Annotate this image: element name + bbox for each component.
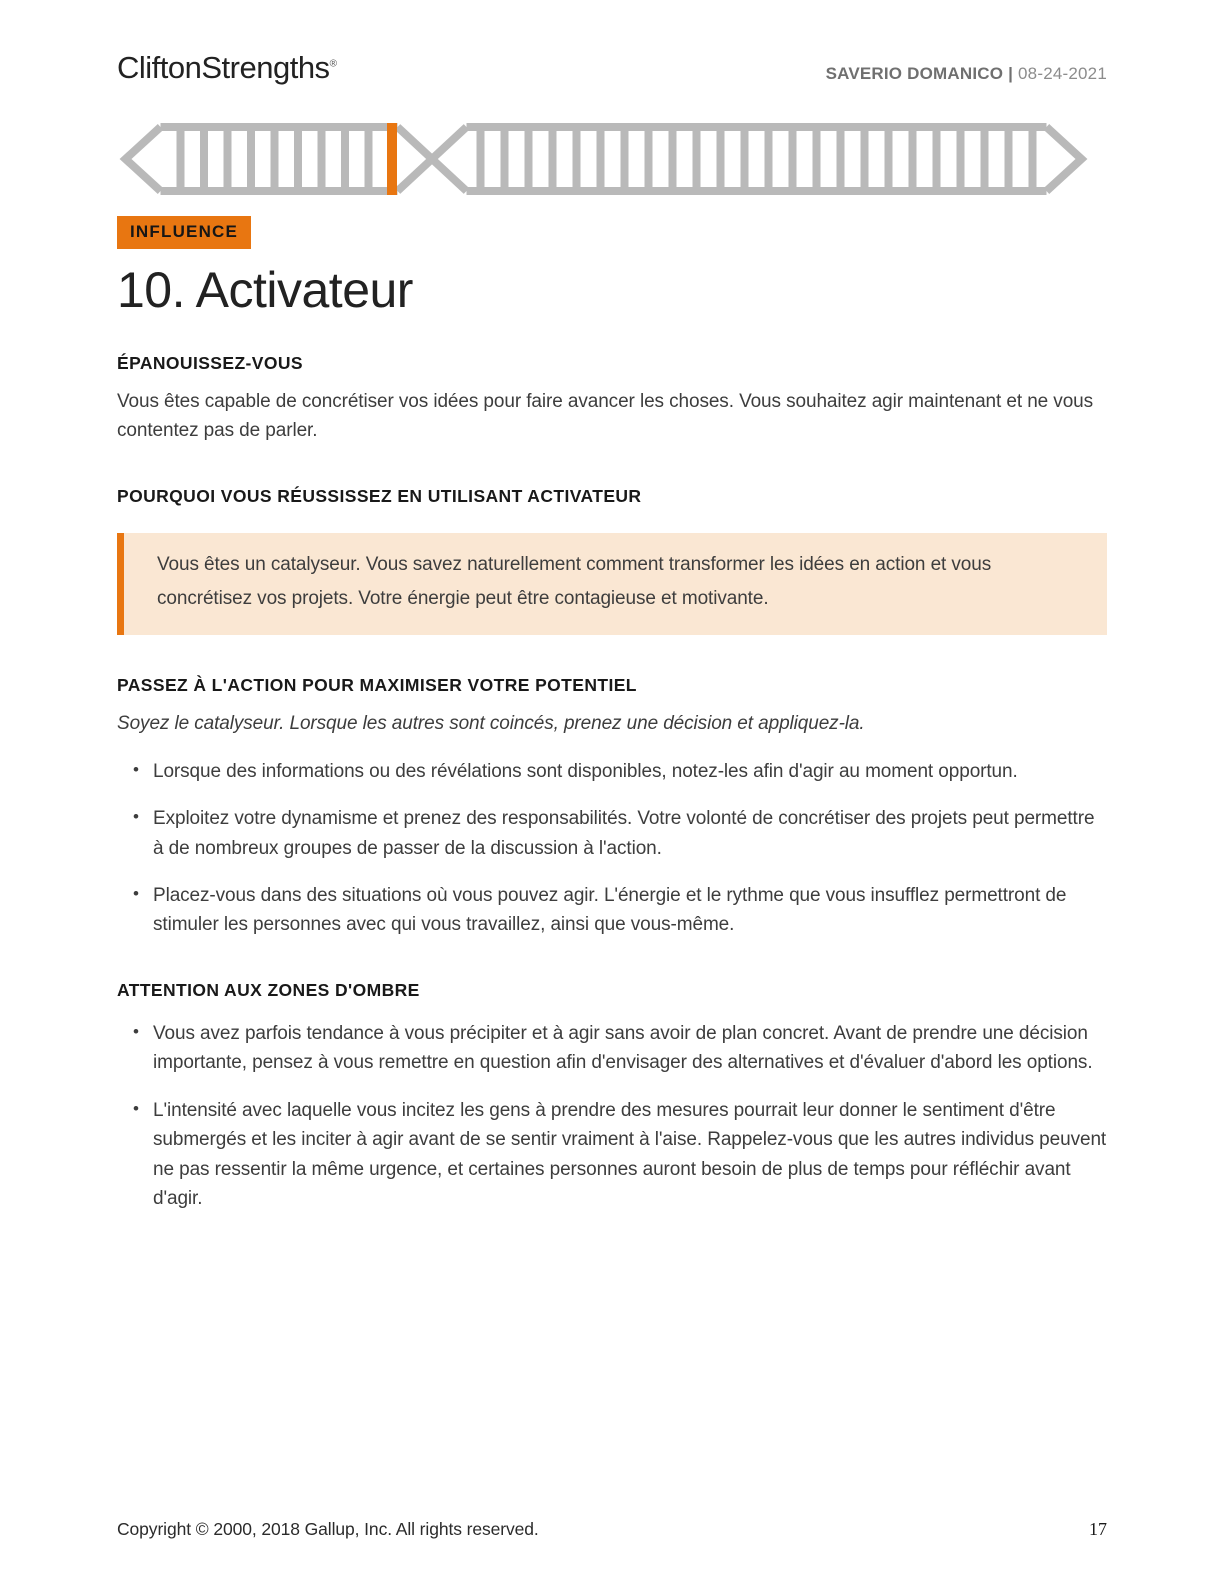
section-heading-thrive: ÉPANOUISSEZ-VOUS (117, 353, 303, 373)
report-date: 08-24-2021 (1018, 64, 1107, 83)
registered-mark: ® (329, 58, 337, 70)
dna-ribbon-svg (117, 117, 1090, 201)
bullet-item: • L'intensité avec laquelle vous incitez les gens à prendre des mesures pourrait leur donner le sentiment d'être submergés et les inciter à agir avant de se sentir vraiment à l'aise. Rappelez-vous que les autres individus peuvent ne pas ressentir la même urgence, et certaines personnes auront besoin de plus de temps pour réfléchir avant d'agir. (153, 1096, 1107, 1214)
page-footer (117, 1519, 1107, 1540)
action-intro: Soyez le catalyseur. Lorsque les autres sont coincés, prenez une décision et appliquez-la. (117, 713, 865, 735)
meta-separator: | (1008, 64, 1014, 83)
bullet-item: • Lorsque des informations ou des révélations sont disponibles, notez-les afin d'agir au moment opportun. (153, 757, 1107, 786)
bullet-item: • Placez-vous dans des situations où vous pouvez agir. L'énergie et le rythme que vous insufflez permettront de stimuler les personnes avec qui vous travaillez, ainsi que vous-même. (153, 881, 1107, 940)
report-meta (826, 64, 1107, 84)
page-header (117, 0, 1107, 86)
quote-text: Vous êtes un catalyseur. Vous savez naturellement comment transformer les idées en action et vous concrétisez vos projets. Votre énergie peut être contagieuse et motivante. (157, 553, 992, 610)
section-heading-why: POURQUOI VOUS RÉUSSISSEZ EN UTILISANT ACTIVATEUR (117, 485, 642, 506)
cliftonstrengths-logo (117, 50, 336, 86)
dna-ribbon (117, 117, 1107, 201)
page-number: 17 (1089, 1519, 1107, 1539)
domain-badge: INFLUENCE (117, 216, 251, 249)
thrive-body: Vous êtes capable de concrétiser vos idées pour faire avancer les choses. Vous souhaitez agir maintenant et ne vous contentez pas de parler. (117, 391, 1094, 442)
section-heading-blindspots: ATTENTION AUX ZONES D'OMBRE (117, 979, 420, 1000)
user-name: SAVERIO DOMANICO (825, 64, 1004, 83)
blindspots-bullet-list (117, 1019, 1107, 1214)
quote-box (117, 533, 1107, 635)
footer-copyright: Copyright © 2000, 2018 Gallup, Inc. All rights reserved. (117, 1519, 539, 1539)
action-bullet-list (117, 757, 1107, 940)
bullet-item: • Exploitez votre dynamisme et prenez des responsabilités. Votre volonté de concrétiser des projets peut permettre à de nombreux groupes de passer de la discussion à l'action. (153, 804, 1107, 863)
logo-text: CliftonStrengths (117, 50, 330, 85)
page-title: 10. Activateur (117, 262, 413, 318)
bullet-item: • Vous avez parfois tendance à vous précipiter et à agir sans avoir de plan concret. Avant de prendre une décision importante, pensez à vous remettre en question afin d'envisager des alternatives et d'évaluer d'abord les options. (153, 1019, 1107, 1078)
section-heading-action: PASSEZ À L'ACTION POUR MAXIMISER VOTRE POTENTIEL (117, 675, 637, 696)
